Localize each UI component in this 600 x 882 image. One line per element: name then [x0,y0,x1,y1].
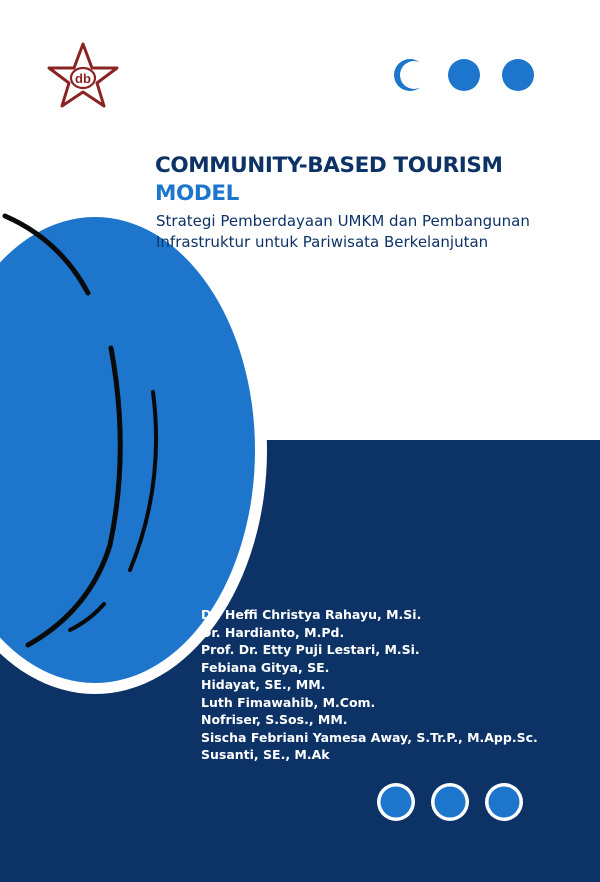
decor-circle [435,787,466,818]
author-name: Nofriser, S.Sos., MM. [201,712,348,727]
author-name: Febiana Gitya, SE. [201,659,330,675]
title-line-2: MODEL [155,181,239,206]
author-name: Sischa Febriani Yamesa Away, S.Tr.P., M.App.Sc. [201,729,538,745]
decor-circles-bottom [377,783,523,821]
decor-circle [448,59,480,91]
author-name: Dr. Heffi Christya Rahayu, M.Si. [201,607,422,622]
author-name: Hidayat, SE., MM. [201,677,326,692]
decor-circle [381,787,412,818]
decor-circle-notch [400,61,428,89]
book-subtitle: Strategi Pemberdayaan UMKM dan Pembangunan Infrastruktur untuk Pariwisata Berkelanjutan [156,212,530,251]
author-list [201,606,538,764]
author-name: Prof. Dr. Etty Puji Lestari, M.Si. [201,642,420,657]
title-line-1: COMMUNITY-BASED TOURISM [155,153,503,178]
decor-circles-top [394,59,534,91]
logo-text: db [75,71,91,86]
author-name: Susanti, SE., M.Ak [201,747,330,762]
author-name: Dr. Hardianto, M.Pd. [201,624,345,640]
author-name: Luth Fimawahib, M.Com. [201,694,376,710]
decor-circle [502,59,534,91]
publisher-logo [49,44,117,106]
decor-circle [489,787,520,818]
book-title [155,152,502,208]
